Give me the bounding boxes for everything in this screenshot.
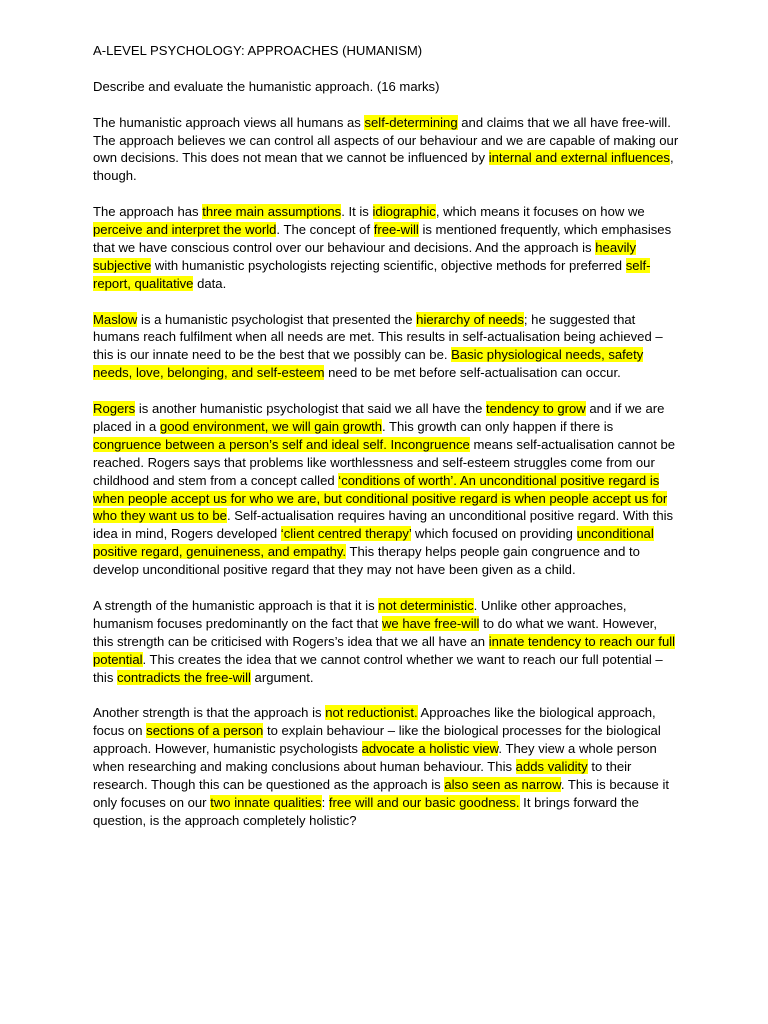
- highlighted-text: unconditional positive regard, genuineness, and empathy.: [93, 526, 654, 560]
- essay-paragraph: [93, 704, 679, 829]
- body-text: . This growth can only happen if there is: [381, 418, 614, 434]
- highlighted-text: heavily subjective: [93, 239, 637, 273]
- body-text: and claims that we all have free-will. The approach believes we can control all aspects of our behaviour and we are capable of making our own decisions. This does not mean that we cannot be influenced by: [93, 114, 679, 166]
- highlighted-text: hierarchy of needs: [416, 311, 524, 327]
- body-text: is a humanistic psychologist that presented the: [137, 311, 417, 327]
- highlighted-text: internal and external influences: [488, 150, 670, 166]
- body-text: , which means it focuses on how we: [435, 204, 645, 220]
- body-text: This therapy helps people gain congruence and to develop unconditional positive regard that they may not have been given as a child.: [93, 544, 640, 578]
- body-text: means self-actualisation cannot be reached. Rogers says that problems like worthlessness and self-esteem struggles come from our childhood and stem from a concept called: [93, 436, 676, 488]
- body-text: Another strength is that the approach is: [93, 705, 326, 721]
- essay-paragraph: [93, 114, 679, 186]
- body-text: . This is because it only focuses on our: [93, 777, 670, 810]
- body-text: . They view a whole person when researching and making conclusions about human behaviour. This: [93, 741, 657, 775]
- body-text: . Self-actualisation requires having an unconditional positive regard. With this idea in mind, Rogers developed: [93, 508, 674, 542]
- highlighted-text: not deterministic: [378, 598, 474, 613]
- essay-body: [93, 114, 679, 830]
- body-text: . Unlike other approaches, humanism focuses predominantly on the fact that: [93, 598, 627, 631]
- body-text: which focused on providing: [411, 526, 577, 542]
- body-text: , though.: [93, 150, 674, 184]
- highlighted-text: free-will: [373, 222, 419, 238]
- highlighted-text: perceive and interpret the world: [93, 222, 277, 238]
- highlighted-text: also seen as narrow: [444, 777, 561, 793]
- body-text: to their research. Though this can be questioned as the approach is: [93, 759, 632, 793]
- body-text: Approaches like the biological approach, focus on: [93, 705, 656, 739]
- essay-paragraph: [93, 400, 679, 579]
- essay-paragraph: [93, 597, 679, 687]
- highlighted-text: free will and our basic goodness.: [328, 794, 520, 810]
- highlighted-text: contradicts the free-will: [117, 669, 251, 685]
- highlighted-text: ‘client centred therapy’: [280, 526, 412, 542]
- highlighted-text: good environment, we will gain growth: [159, 418, 382, 434]
- highlighted-text: congruence between a person’s self and ideal self. Incongruence: [93, 436, 470, 452]
- highlighted-text: Maslow: [93, 311, 138, 327]
- essay-paragraph: [93, 311, 679, 383]
- body-text: data.: [193, 275, 227, 291]
- body-text: . It is: [341, 204, 373, 220]
- body-text: with humanistic psychologists rejecting scientific, objective methods for preferred: [151, 257, 626, 273]
- body-text: It brings forward the question, is the approach completely holistic?: [93, 794, 639, 828]
- highlighted-text: ‘conditions of worth’. An unconditional positive regard is when people accept us for who we are, but conditional positive regard is when people accept us for who they want us to be: [93, 472, 668, 524]
- essay-paragraph: [93, 203, 679, 293]
- body-text: . This creates the idea that we cannot control whether we want to reach our full potential – this: [93, 651, 663, 685]
- body-text: is mentioned frequently, which emphasises that we have conscious control over our behaviour and decisions. And the approach is: [93, 222, 672, 255]
- highlighted-text: advocate a holistic view: [361, 741, 499, 757]
- body-text: need to be met before self-actualisation can occur.: [324, 365, 621, 381]
- body-text: and if we are placed in a: [93, 401, 665, 434]
- body-text: A strength of the humanistic approach is that it is: [93, 598, 379, 613]
- highlighted-text: adds validity: [515, 759, 588, 775]
- body-text: ; he suggested that humans reach fulfilment when all needs are met. This results in self-actualisation being achieved – this is our innate need to be the best that we possibly can be.: [93, 311, 663, 363]
- highlighted-text: innate tendency to reach our full potential: [93, 633, 676, 667]
- document-page: [93, 42, 679, 848]
- highlighted-text: sections of a person: [146, 723, 264, 739]
- highlighted-text: self-report, qualitative: [93, 257, 651, 291]
- highlighted-text: two innate qualities: [210, 794, 322, 810]
- body-text: The humanistic approach views all humans as: [93, 114, 365, 130]
- body-text: to do what we want. However, this strength can be criticised with Rogers’s idea that we all have an: [93, 615, 658, 649]
- highlighted-text: three main assumptions: [202, 204, 342, 220]
- highlighted-text: self-determining: [364, 114, 458, 130]
- highlighted-text: Rogers: [93, 401, 136, 417]
- essay-question: Describe and evaluate the humanistic approach. (16 marks): [93, 78, 440, 94]
- body-text: :: [321, 794, 329, 810]
- highlighted-text: tendency to grow: [486, 401, 586, 417]
- body-text: The approach has: [93, 204, 203, 220]
- body-text: is another humanistic psychologist that said we all have the: [135, 401, 487, 417]
- highlighted-text: Basic physiological needs, safety needs, love, belonging, and self-esteem: [93, 347, 644, 381]
- body-text: to explain behaviour – like the biological processes for the biological approach. However, humanistic psychologists: [93, 723, 661, 757]
- highlighted-text: not reductionist.: [325, 705, 418, 721]
- highlighted-text: we have free-will: [381, 615, 480, 631]
- body-text: . The concept of: [276, 222, 374, 238]
- body-text: argument.: [250, 669, 314, 685]
- highlighted-text: idiographic: [372, 204, 436, 220]
- document-title: A-LEVEL PSYCHOLOGY: APPROACHES (HUMANISM): [93, 43, 423, 58]
